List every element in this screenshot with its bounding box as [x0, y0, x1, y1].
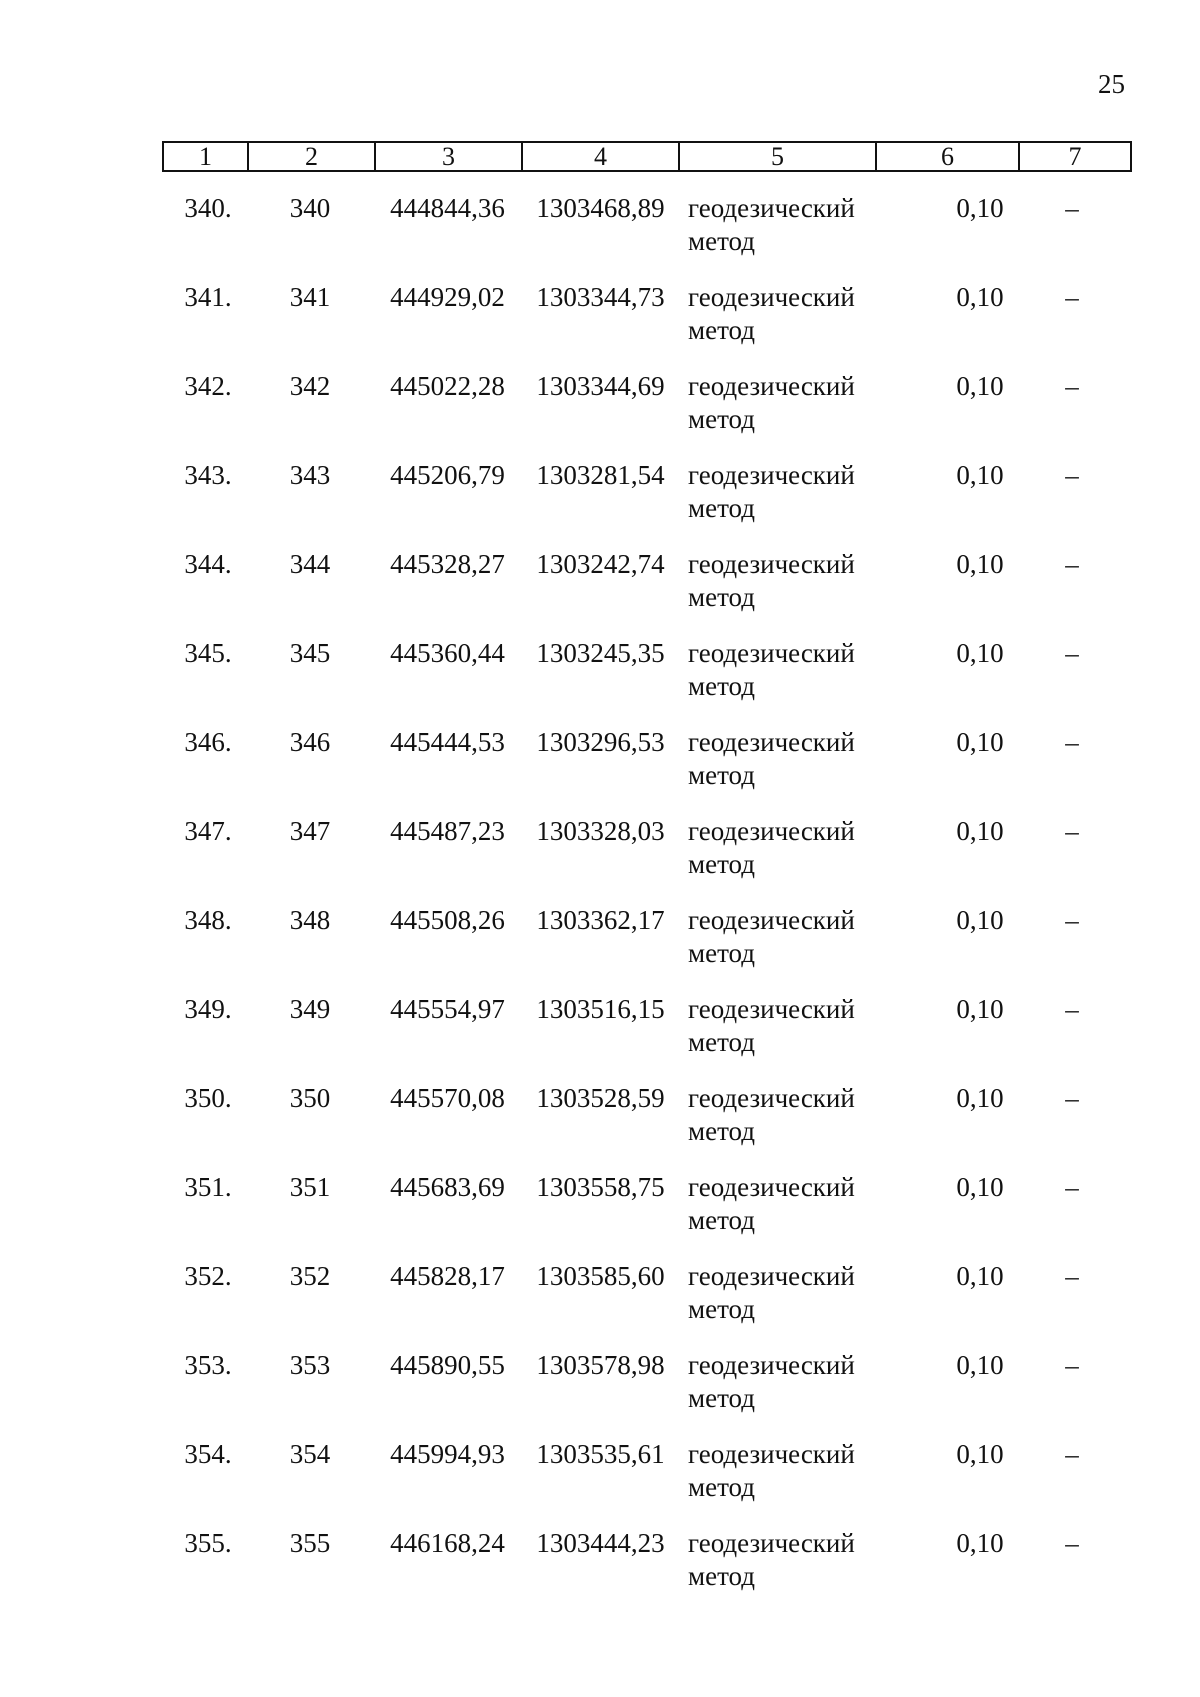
note-dash: –	[1065, 1261, 1079, 1291]
row-number: 347.	[184, 816, 232, 846]
point-id: 340	[289, 193, 331, 223]
coord-y: 1303328,03	[536, 816, 665, 846]
method-text	[688, 637, 898, 703]
method-line: геодезический	[688, 1528, 855, 1558]
precision-value: 0,10	[956, 282, 1004, 312]
note-dash: –	[1065, 460, 1079, 490]
method-line: метод	[688, 938, 755, 968]
point-id: 353	[289, 1350, 331, 1380]
method-line: геодезический	[688, 1350, 855, 1380]
precision-value: 0,10	[956, 1261, 1004, 1291]
coord-y: 1303578,98	[536, 1350, 665, 1380]
table-row	[0, 1171, 1200, 1260]
coord-x: 445570,08	[390, 1083, 505, 1113]
row-number: 352.	[184, 1261, 232, 1291]
row-number: 348.	[184, 905, 232, 935]
table-row	[0, 192, 1200, 281]
row-number: 351.	[184, 1172, 232, 1202]
table-row	[0, 1260, 1200, 1349]
point-id: 352	[289, 1261, 331, 1291]
table-row	[0, 370, 1200, 459]
precision-value: 0,10	[956, 1172, 1004, 1202]
row-number: 341.	[184, 282, 232, 312]
coord-y: 1303344,73	[536, 282, 665, 312]
precision-value: 0,10	[956, 905, 1004, 935]
table-row	[0, 1438, 1200, 1527]
point-id: 346	[289, 727, 331, 757]
table-row	[0, 1527, 1200, 1616]
method-line: метод	[688, 849, 755, 879]
method-line: метод	[688, 404, 755, 434]
coord-y: 1303558,75	[536, 1172, 665, 1202]
method-text	[688, 1527, 898, 1593]
method-line: геодезический	[688, 816, 855, 846]
coord-x: 446168,24	[390, 1528, 505, 1558]
point-id: 347	[289, 816, 331, 846]
point-id: 351	[289, 1172, 331, 1202]
precision-value: 0,10	[956, 1439, 1004, 1469]
row-number: 353.	[184, 1350, 232, 1380]
point-id: 342	[289, 371, 331, 401]
precision-value: 0,10	[956, 727, 1004, 757]
method-line: метод	[688, 1561, 755, 1591]
method-line: геодезический	[688, 371, 855, 401]
note-dash: –	[1065, 1439, 1079, 1469]
method-line: метод	[688, 760, 755, 790]
method-line: метод	[688, 1383, 755, 1413]
method-text	[688, 192, 898, 258]
coord-x: 445508,26	[390, 905, 505, 935]
coord-x: 444844,36	[390, 193, 505, 223]
method-text	[688, 370, 898, 436]
method-line: геодезический	[688, 994, 855, 1024]
precision-value: 0,10	[956, 549, 1004, 579]
table-row	[0, 281, 1200, 370]
coord-y: 1303535,61	[536, 1439, 665, 1469]
method-text	[688, 1260, 898, 1326]
coord-y: 1303528,59	[536, 1083, 665, 1113]
method-line: геодезический	[688, 193, 855, 223]
coord-x: 445206,79	[390, 460, 505, 490]
precision-value: 0,10	[956, 193, 1004, 223]
header-cell: 4	[522, 142, 679, 171]
note-dash: –	[1065, 371, 1079, 401]
coord-x: 445487,23	[390, 816, 505, 846]
table-row	[0, 548, 1200, 637]
point-id: 350	[289, 1083, 331, 1113]
method-text	[688, 281, 898, 347]
method-text	[688, 993, 898, 1059]
point-id: 341	[289, 282, 331, 312]
method-line: метод	[688, 1027, 755, 1057]
method-line: геодезический	[688, 905, 855, 935]
coord-y: 1303281,54	[536, 460, 665, 490]
row-number: 349.	[184, 994, 232, 1024]
row-number: 342.	[184, 371, 232, 401]
coord-y: 1303296,53	[536, 727, 665, 757]
coord-x: 445022,28	[390, 371, 505, 401]
point-id: 355	[289, 1528, 331, 1558]
point-id: 349	[289, 994, 331, 1024]
method-text	[688, 1438, 898, 1504]
precision-value: 0,10	[956, 994, 1004, 1024]
point-id: 343	[289, 460, 331, 490]
note-dash: –	[1065, 994, 1079, 1024]
method-line: геодезический	[688, 549, 855, 579]
row-number: 345.	[184, 638, 232, 668]
coord-y: 1303242,74	[536, 549, 665, 579]
precision-value: 0,10	[956, 816, 1004, 846]
row-number: 355.	[184, 1528, 232, 1558]
note-dash: –	[1065, 1528, 1079, 1558]
column-number-header	[162, 141, 1132, 172]
header-cell: 2	[248, 142, 375, 171]
coord-x: 445828,17	[390, 1261, 505, 1291]
method-line: метод	[688, 493, 755, 523]
method-text	[688, 1349, 898, 1415]
method-line: метод	[688, 226, 755, 256]
row-number: 343.	[184, 460, 232, 490]
method-line: геодезический	[688, 638, 855, 668]
method-text	[688, 904, 898, 970]
coord-y: 1303344,69	[536, 371, 665, 401]
coord-x: 445444,53	[390, 727, 505, 757]
header-cell: 7	[1019, 142, 1131, 171]
table-row	[0, 726, 1200, 815]
table-row	[0, 1349, 1200, 1438]
point-id: 345	[289, 638, 331, 668]
method-line: метод	[688, 1205, 755, 1235]
note-dash: –	[1065, 816, 1079, 846]
header-cell: 6	[876, 142, 1019, 171]
method-line: геодезический	[688, 1172, 855, 1202]
note-dash: –	[1065, 1172, 1079, 1202]
method-line: метод	[688, 1472, 755, 1502]
point-id: 344	[289, 549, 331, 579]
method-line: метод	[688, 582, 755, 612]
note-dash: –	[1065, 1350, 1079, 1380]
note-dash: –	[1065, 638, 1079, 668]
method-text	[688, 459, 898, 525]
note-dash: –	[1065, 549, 1079, 579]
coord-x: 445994,93	[390, 1439, 505, 1469]
row-number: 340.	[184, 193, 232, 223]
method-line: метод	[688, 1294, 755, 1324]
precision-value: 0,10	[956, 1528, 1004, 1558]
coord-y: 1303468,89	[536, 193, 665, 223]
row-number: 344.	[184, 549, 232, 579]
method-text	[688, 726, 898, 792]
precision-value: 0,10	[956, 460, 1004, 490]
table-row	[0, 637, 1200, 726]
method-text	[688, 548, 898, 614]
coord-y: 1303444,23	[536, 1528, 665, 1558]
row-number: 354.	[184, 1439, 232, 1469]
note-dash: –	[1065, 282, 1079, 312]
method-text	[688, 815, 898, 881]
header-cell: 1	[163, 142, 248, 171]
coordinates-table-body	[0, 192, 1200, 1616]
note-dash: –	[1065, 727, 1079, 757]
precision-value: 0,10	[956, 638, 1004, 668]
header-row	[163, 142, 1131, 171]
method-line: метод	[688, 1116, 755, 1146]
method-line: геодезический	[688, 727, 855, 757]
coord-x: 445683,69	[390, 1172, 505, 1202]
point-id: 348	[289, 905, 331, 935]
coord-x: 445890,55	[390, 1350, 505, 1380]
method-line: геодезический	[688, 1083, 855, 1113]
method-line: метод	[688, 315, 755, 345]
coord-y: 1303362,17	[536, 905, 665, 935]
note-dash: –	[1065, 905, 1079, 935]
row-number: 350.	[184, 1083, 232, 1113]
note-dash: –	[1065, 1083, 1079, 1113]
note-dash: –	[1065, 193, 1079, 223]
table-row	[0, 993, 1200, 1082]
header-cell: 3	[375, 142, 522, 171]
coord-y: 1303585,60	[536, 1261, 665, 1291]
precision-value: 0,10	[956, 1350, 1004, 1380]
method-text	[688, 1171, 898, 1237]
coord-x: 445328,27	[390, 549, 505, 579]
method-line: метод	[688, 671, 755, 701]
point-id: 354	[289, 1439, 331, 1469]
precision-value: 0,10	[956, 371, 1004, 401]
coord-x: 445360,44	[390, 638, 505, 668]
table-row	[0, 815, 1200, 904]
table-row	[0, 459, 1200, 548]
precision-value: 0,10	[956, 1083, 1004, 1113]
coord-y: 1303245,35	[536, 638, 665, 668]
method-line: геодезический	[688, 1261, 855, 1291]
method-line: геодезический	[688, 1439, 855, 1469]
row-number: 346.	[184, 727, 232, 757]
coord-x: 444929,02	[390, 282, 505, 312]
coord-y: 1303516,15	[536, 994, 665, 1024]
coord-x: 445554,97	[390, 994, 505, 1024]
table-row	[0, 904, 1200, 993]
header-cell: 5	[679, 142, 876, 171]
page-number: 25	[1098, 69, 1125, 99]
method-line: геодезический	[688, 460, 855, 490]
method-text	[688, 1082, 898, 1148]
method-line: геодезический	[688, 282, 855, 312]
table-row	[0, 1082, 1200, 1171]
